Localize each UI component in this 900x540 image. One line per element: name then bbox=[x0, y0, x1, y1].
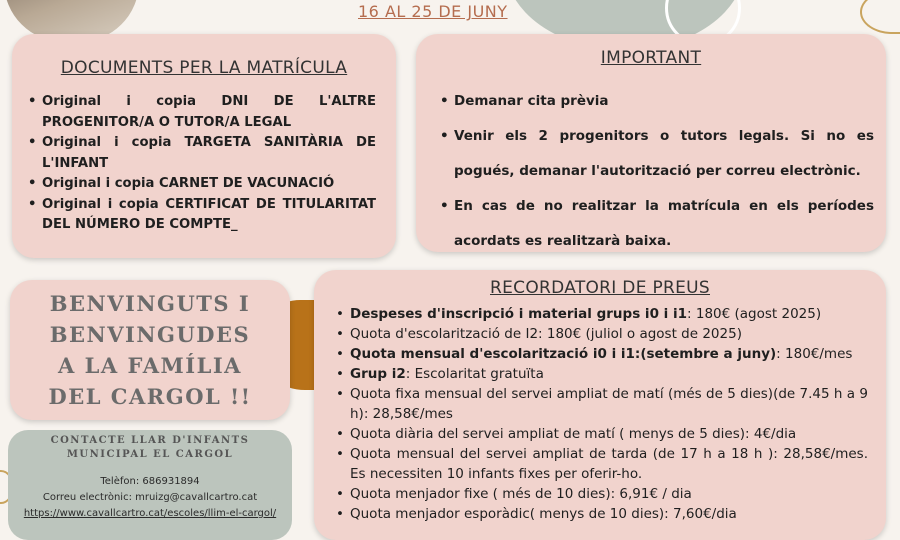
price-item bbox=[350, 484, 868, 504]
price-item-bold: Despeses d'inscripció i material grups i0 i i1 bbox=[350, 306, 688, 322]
contact-title-line: CONTACTE LLAR D'INFANTS bbox=[50, 435, 250, 446]
price-item-bold: Grup i2 bbox=[350, 366, 406, 382]
important-item: • En cas de no realitzar la matrícula en els períodes acordats es realitzarà baixa. bbox=[454, 189, 874, 259]
prices-title: RECORDATORI DE PREUS bbox=[490, 278, 710, 298]
important-item: • Venir els 2 progenitors o tutors legals. Si no es pogués, demanar l'autorització per correu electrònic. bbox=[454, 119, 874, 189]
contact-phone: Telèfon: 686931894 bbox=[100, 476, 200, 487]
document-item: • Original i copia TARGETA SANITÀRIA DE L'INFANT bbox=[42, 133, 376, 174]
price-item-text: Quota mensual del servei ampliat de tarda (de 17 h a 18 h ): 28,58€/mes. Es necessiten 10 infants fixes per oferir-ho. bbox=[350, 446, 868, 482]
document-item: • Original i copia CARNET DE VACUNACIÓ bbox=[42, 174, 376, 195]
price-item bbox=[350, 324, 868, 344]
welcome-line: A LA FAMÍLIA bbox=[58, 353, 242, 378]
prices-card bbox=[314, 270, 886, 540]
document-item: • Original i copia DNI DE L'ALTRE PROGENITOR/A O TUTOR/A LEGAL bbox=[42, 92, 376, 133]
contact-email: Correu electrònic: mruizg@cavallcartro.cat bbox=[42, 492, 258, 503]
welcome-message bbox=[49, 288, 252, 412]
price-item bbox=[350, 384, 868, 424]
contact-website-link[interactable]: https://www.cavallcartro.cat/escoles/llim-el-cargol/ bbox=[23, 508, 277, 519]
prices-list bbox=[350, 304, 868, 524]
price-item-text: Quota fixa mensual del servei ampliat de matí (més de 5 dies)(de 7.45 h a 9 h): 28,58€/mes bbox=[350, 386, 868, 422]
price-item-bold: Quota mensual d'escolarització i0 i i1:(setembre a juny) bbox=[350, 346, 777, 362]
welcome-line: BENVINGUTS I bbox=[49, 291, 251, 316]
enrollment-dates: 16 AL 25 DE JUNY bbox=[358, 2, 508, 21]
contact-title-line: MUNICIPAL EL CARGOL bbox=[66, 449, 234, 460]
price-item bbox=[350, 444, 868, 484]
welcome-card bbox=[10, 280, 290, 420]
important-list bbox=[454, 84, 874, 259]
price-item-text: Quota menjador esporàdic( menys de 10 dies): 7,60€/dia bbox=[350, 506, 737, 522]
documents-list bbox=[42, 92, 376, 236]
important-card bbox=[416, 34, 886, 252]
price-item bbox=[350, 304, 868, 324]
price-item-text: Quota diària del servei ampliat de matí ( menys de 5 dies): 4€/dia bbox=[350, 426, 797, 442]
gold-curve-decoration bbox=[860, 0, 900, 34]
price-item-text: : 180€ (agost 2025) bbox=[687, 306, 822, 322]
documents-title: DOCUMENTS PER LA MATRÍCULA bbox=[60, 58, 348, 78]
price-item bbox=[350, 364, 868, 384]
price-item bbox=[350, 344, 868, 364]
welcome-line: BENVINGUDES bbox=[49, 322, 251, 347]
price-item-text: Quota menjador fixe ( més de 10 dies): 6,91€ / dia bbox=[350, 486, 692, 502]
document-item: • Original i copia CERTIFICAT DE TITULARITAT DEL NÚMERO DE COMPTE_ bbox=[42, 195, 376, 236]
price-item bbox=[350, 504, 868, 524]
contact-card bbox=[8, 430, 292, 540]
important-item: • Demanar cita prèvia bbox=[454, 84, 874, 119]
documents-card bbox=[12, 34, 396, 258]
important-title: IMPORTANT bbox=[600, 48, 702, 68]
contact-title bbox=[8, 434, 292, 462]
welcome-line: DEL CARGOL !! bbox=[48, 384, 252, 409]
price-item-text: Quota d'escolarització de I2: 180€ (juliol o agost de 2025) bbox=[350, 326, 742, 342]
price-item-text: : 180€/mes bbox=[776, 346, 853, 362]
price-item-text: : Escolaritat gratuïta bbox=[405, 366, 544, 382]
price-item bbox=[350, 424, 868, 444]
